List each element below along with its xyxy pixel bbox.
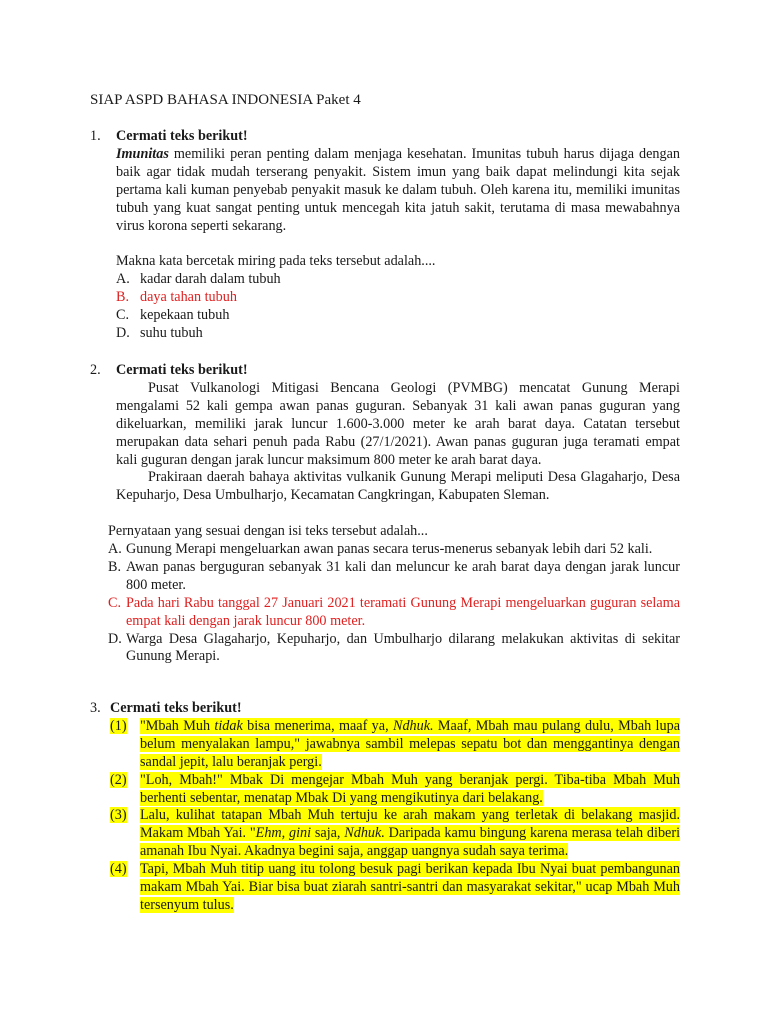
option-d[interactable]: D. suhu tubuh — [116, 324, 203, 341]
option-b-answer[interactable]: B. daya tahan tubuh — [116, 289, 237, 306]
excerpt-item-3: (3) Lalu, kulihat tatapan Mbah Muh tertuju ke arah makam yang terletak di belakang masjid. Makam Mbah Yai. "Ehm, gini saja, Ndhuk. Daripada kamu bingung karena merasa telah diberi amanah Ibu Nyai. Akadnya begini saja, anggap uangnya sudah saya terima. — [110, 807, 681, 860]
question-instruction: Cermati teks berikut! — [116, 362, 248, 378]
excerpt-item-2: (2) "Loh, Mbah!" Mbak Di mengejar Mbah Muh yang beranjak pergi. Tiba-tiba Mbah Muh berhenti sebentar, menatap Mbak Di yang mengikutinya dari belakang. — [110, 771, 680, 806]
question-3 — [90, 700, 680, 915]
passage-paragraph-1: Pusat Vulkanologi Mitigasi Bencana Geologi (PVMBG) mencatat Gunung Merapi mengalami 52 kali gempa awan panas guguran. Sebanyak 31 kali awan panas guguran yang dikeluarkan, memiliki jarak luncur 1.600-3.000 meter ke arah barat daya. Catatan tersebut merupakan data sehari penuh pada Rabu (27/1/2021). Awan panas guguran juga teramati empat kali guguran dengan jarak luncur maksimum 800 meter ke arah barat daya. — [116, 379, 680, 468]
option-c-answer[interactable]: C. Pada hari Rabu tanggal 27 Januari 2021 teramati Gunung Merapi mengeluarkan guguran selama empat kali dengan jarak luncur 800 meter. — [108, 594, 680, 629]
option-b[interactable]: B. Awan panas berguguran sebanyak 31 kali dan meluncur ke arah barat daya dengan jarak luncur 800 meter. — [108, 558, 680, 593]
excerpt-item-1: (1) "Mbah Muh tidak bisa menerima, maaf ya, Ndhuk. Maaf, Mbah mau pulang dulu, Mbah lupa belum menyalakan lampu," jawabnya sambil melepas sepatu bot dan menggantinya dengan sandal jepit, lalu beranjak pergi. — [110, 717, 680, 770]
option-c[interactable]: C. kepekaan tubuh — [116, 307, 230, 324]
question-number: 3. — [90, 700, 101, 716]
passage-text: memiliki peran penting dalam menjaga kesehatan. Imunitas tubuh harus dijaga dengan baik agar tidak mudah terserang penyakit. Sistem imun yang baik dapat melindungi kita sejak pertama kali kuman penyebab penyakit masuk ke dalam tubuh. Oleh karena itu, memiliki imunitas tubuh yang kuat sangat penting untuk mencegah kita jatuh sakit, terutama di masa mewabahnya virus korona seperti sekarang. — [116, 145, 680, 234]
option-d[interactable]: D. Warga Desa Glagaharjo, Kepuharjo, dan Umbulharjo dilarang melakukan aktivitas di sekitar Gunung Merapi. — [108, 630, 680, 665]
excerpt-item-4: (4) Tapi, Mbah Muh titip uang itu tolong besuk pagi berikan kepada Ibu Nyai buat pembangunan makam Mbah Yai. Biar bisa buat ziarah santri-santri dan masyarakat sekitar," ucap Mbah Muh tersenyum tulus. — [110, 861, 680, 913]
question-prompt: Makna kata bercetak miring pada teks tersebut adalah.... — [116, 253, 436, 270]
question-passage — [116, 146, 680, 236]
question-1 — [90, 128, 680, 343]
option-a[interactable]: A. kadar darah dalam tubuh — [116, 271, 281, 288]
page-title: SIAP ASPD BAHASA INDONESIA Paket 4 — [90, 92, 361, 108]
question-number: 1. — [90, 128, 101, 144]
question-instruction: Cermati teks berikut! — [116, 128, 248, 144]
italic-bold-word: Imunitas — [116, 145, 169, 162]
question-prompt: Pernyataan yang sesuai dengan isi teks tersebut adalah... — [108, 523, 428, 540]
option-a[interactable]: A. Gunung Merapi mengeluarkan awan panas secara terus-menerus sebanyak lebih dari 52 kali. — [108, 541, 653, 558]
question-2 — [90, 362, 680, 666]
passage-paragraph-2: Prakiraan daerah bahaya aktivitas vulkanik Gunung Merapi meliputi Desa Glagaharjo, Desa Kepuharjo, Desa Umbulharjo, Kecamatan Cangkringan, Kabupaten Sleman. — [116, 469, 680, 504]
question-number: 2. — [90, 362, 101, 378]
question-instruction: Cermati teks berikut! — [110, 700, 242, 716]
